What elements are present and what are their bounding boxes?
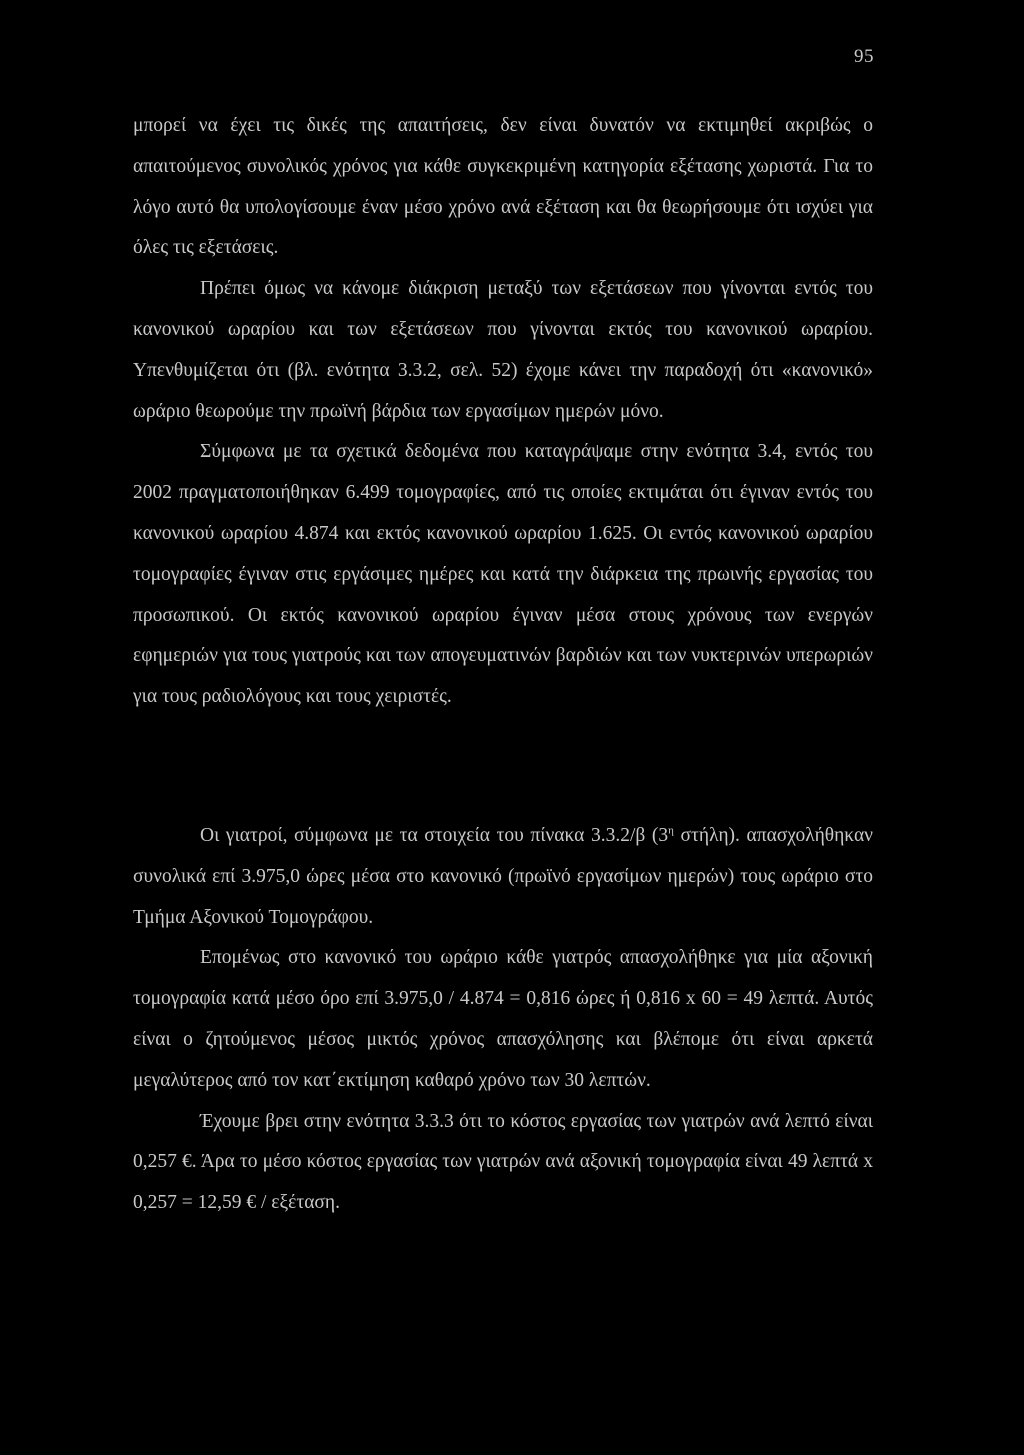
paragraph-4-start: Οι γιατροί, σύμφωνα με τα στοιχεία του πίνακα 3.3.2/β (3 xyxy=(200,825,669,846)
paragraph-4-end: στήλη). απασχολήθηκαν συνολικά επί 3.975,0 ώρες μέσα στο κανονικό (πρωϊνό εργασίμων ημερών) τους ωράριο στο Τμήμα Αξονικού Τομογράφου. xyxy=(133,825,873,928)
paragraph-6: Έχουμε βρει στην ενότητα 3.3.3 ότι το κόστος εργασίας των γιατρών ανά λεπτό είναι 0,257 €. Άρα το μέσο κόστος εργασίας των γιατρών ανά αξονική τομογραφία είναι 49 λεπτά x 0,257 = 12,59 € / εξέταση. xyxy=(133,1110,873,1214)
document-body-upper xyxy=(133,106,873,718)
paragraph-2: Πρέπει όμως να κάνομε διάκριση μεταξύ των εξετάσεων που γίνονται εντός του κανονικού ωραρίου και των εξετάσεων που γίνονται εκτός του κανονικού ωραρίου. Υπενθυμίζεται ότι (βλ. ενότητα 3.3.2, σελ. 52) έχομε κάνει την παραδοχή ότι «κανονικό» ωράριο θεωρούμε την πρωϊνή βάρδια των εργασίμων ημερών μόνο. xyxy=(133,278,873,422)
paragraph-4 xyxy=(133,816,873,938)
paragraph-3: Σύμφωνα με τα σχετικά δεδομένα που καταγράψαμε στην ενότητα 3.4, εντός του 2002 πραγματοποιήθηκαν 6.499 τομογραφίες, από τις οποίες εκτιμάται ότι έγιναν εντός του κανονικού ωραρίου 4.874 και εκτός κανονικού ωραρίου 1.625. Οι εντός κανονικού ωραρίου τομογραφίες έγιναν στις εργάσιμες ημέρες και κατά την διάρκεια της πρωινής εργασίας του προσωπικού. Οι εκτός κανονικού ωραρίου έγιναν μέσα στους χρόνους των ενεργών εφημεριών για τους γιατρούς και των απογευματινών βαρδιών και των νυκτερινών υπερωριών για τους ραδιολόγους και τους χειριστές. xyxy=(133,441,873,708)
ordinal-superscript: η xyxy=(668,824,674,837)
paragraph-1: μπορεί να έχει τις δικές της απαιτήσεις, δεν είναι δυνατόν να εκτιμηθεί ακριβώς ο απαιτούμενος συνολικός χρόνος για κάθε συγκεκριμένη κατηγορία εξέτασης χωριστά. Για το λόγο αυτό θα υπολογίσουμε έναν μέσο χρόνο ανά εξέταση και θα θεωρήσουμε ότι ισχύει για όλες τις εξετάσεις. xyxy=(133,115,873,259)
page-number: 95 xyxy=(854,46,874,67)
paragraph-5: Επομένως στο κανονικό του ωράριο κάθε γιατρός απασχολήθηκε για μία αξονική τομογραφία κατά μέσο όρο επί 3.975,0 / 4.874 = 0,816 ώρες ή 0,816 x 60 = 49 λεπτά. Αυτός είναι ο ζητούμενος μέσος μικτός χρόνος απασχόλησης και βλέπομε ότι είναι αρκετά μεγαλύτερος από τον κατ΄εκτίμηση καθαρό χρόνο των 30 λεπτών. xyxy=(133,947,873,1091)
document-body-lower xyxy=(133,816,873,1224)
